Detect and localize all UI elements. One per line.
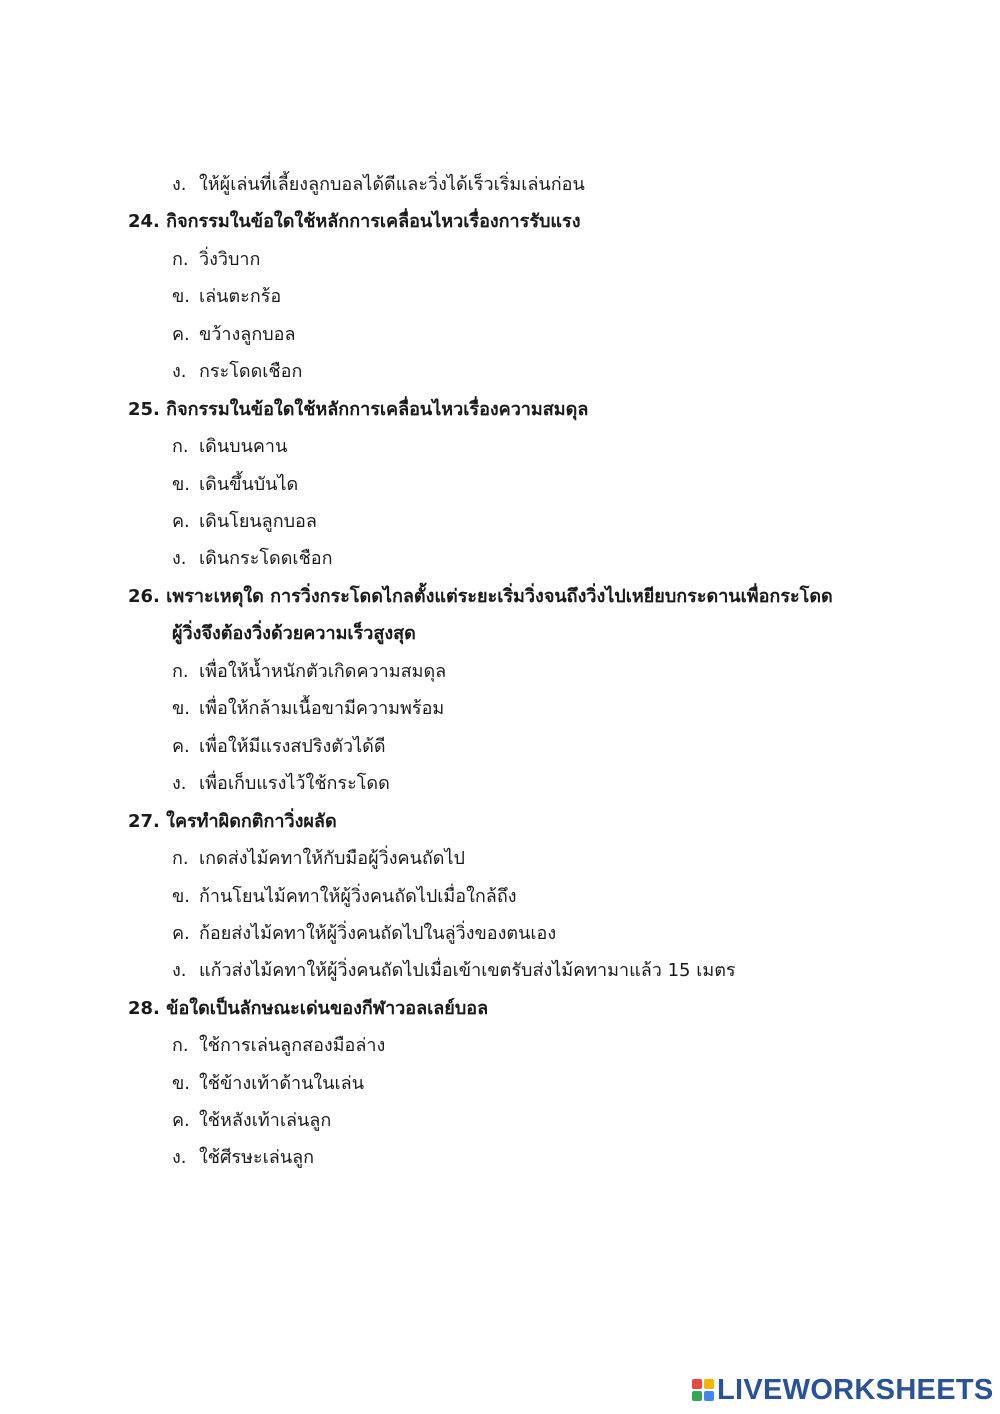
option-26-d (172, 775, 390, 793)
option-25-a (172, 438, 287, 456)
question-text: ใครทำผิดกติกาวิ่งผลัด (166, 811, 337, 832)
logo-square-yellow (704, 1379, 714, 1389)
option-text: เกดส่งไม้คทาให้กับมือผู้วิ่งคนถัดไป (199, 848, 465, 869)
option-28-a (172, 1037, 385, 1055)
option-mark: ข. (172, 286, 191, 307)
option-mark: ข. (172, 1073, 191, 1094)
option-text: วิ่งวิบาก (199, 249, 261, 270)
option-mark: ง. (172, 548, 187, 569)
option-text: ให้ผู้เล่นที่เลี้ยงลูกบอลได้ดีและวิ่งได้เร็วเริ่มเล่นก่อน (199, 174, 585, 195)
option-24-d (172, 363, 302, 381)
option-text: ใช้ศีรษะเล่นลูก (199, 1147, 315, 1168)
question-25 (128, 401, 588, 419)
question-text: เพราะเหตุใด การวิ่งกระโดดไกลตั้งแต่ระยะเริ่มวิ่งจนถึงวิ่งไปเหยียบกระดานเพื่อกระโดด (166, 586, 833, 607)
option-text: เพื่อให้น้ำหนักตัวเกิดความสมดุล (199, 661, 447, 682)
option-text: เล่นตะกร้อ (199, 286, 282, 307)
question-text: ข้อใดเป็นลักษณะเด่นของกีฬาวอลเลย์บอล (166, 998, 489, 1019)
option-27-d (172, 962, 736, 980)
option-mark: ง. (172, 1147, 187, 1168)
option-mark: ค. (172, 511, 190, 532)
question-28 (128, 1000, 488, 1018)
option-text: เดินโยนลูกบอล (199, 511, 317, 532)
option-28-d (172, 1149, 314, 1167)
question-text: กิจกรรมในข้อใดใช้หลักการเคลื่อนไหวเรื่องความสมดุล (166, 399, 589, 420)
option-text: เดินกระโดดเชือก (199, 548, 333, 569)
option-mark: ค. (172, 1110, 190, 1131)
option-text: ใช้การเล่นลูกสองมือล่าง (199, 1035, 386, 1056)
option-24-a (172, 251, 260, 269)
option-text: ใช้ข้างเท้าด้านในเล่น (199, 1073, 365, 1094)
question-26-line2 (172, 625, 416, 643)
option-27-c (172, 925, 556, 943)
option-text: ขว้างลูกบอล (199, 324, 296, 345)
option-23-d (172, 176, 585, 194)
option-text: ใช้หลังเท้าเล่นลูก (199, 1110, 332, 1131)
option-mark: ง. (172, 960, 187, 981)
question-text-continued: ผู้วิ่งจึงต้องวิ่งด้วยความเร็วสูงสุด (172, 623, 416, 644)
logo-square-red (692, 1379, 702, 1389)
option-mark: ง. (172, 174, 187, 195)
liveworksheets-logo (692, 1375, 994, 1405)
option-24-c (172, 326, 296, 344)
option-text: เดินขึ้นบันได (199, 474, 299, 495)
option-mark: ข. (172, 886, 191, 907)
option-25-c (172, 513, 317, 531)
option-25-b (172, 476, 298, 494)
logo-square-blue (704, 1391, 714, 1401)
option-mark: ค. (172, 736, 190, 757)
question-number: 26. (128, 586, 160, 607)
option-27-a (172, 850, 465, 868)
question-number: 24. (128, 211, 160, 232)
question-24 (128, 213, 581, 231)
option-text: ก้านโยนไม้คทาให้ผู้วิ่งคนถัดไปเมื่อใกล้ถึง (199, 886, 517, 907)
option-mark: ก. (172, 249, 189, 270)
option-27-b (172, 888, 517, 906)
option-mark: ก. (172, 661, 189, 682)
option-mark: ง. (172, 773, 187, 794)
option-24-b (172, 288, 281, 306)
option-mark: ก. (172, 1035, 189, 1056)
question-number: 28. (128, 998, 160, 1019)
question-number: 27. (128, 811, 160, 832)
option-26-b (172, 700, 444, 718)
option-text: เพื่อเก็บแรงไว้ใช้กระโดด (199, 773, 390, 794)
option-text: กระโดดเชือก (199, 361, 303, 382)
option-mark: ค. (172, 923, 190, 944)
liveworksheets-logo-icon (692, 1379, 714, 1401)
option-mark: ก. (172, 848, 189, 869)
option-25-d (172, 550, 333, 568)
question-27 (128, 813, 337, 831)
option-26-a (172, 663, 446, 681)
question-26 (128, 588, 833, 606)
question-number: 25. (128, 399, 160, 420)
option-text: เพื่อให้มีแรงสปริงตัวได้ดี (199, 736, 386, 757)
option-28-b (172, 1075, 364, 1093)
option-mark: ข. (172, 698, 191, 719)
question-text: กิจกรรมในข้อใดใช้หลักการเคลื่อนไหวเรื่องการรับแรง (166, 211, 581, 232)
option-mark: ก. (172, 436, 189, 457)
option-text: เดินบนคาน (199, 436, 288, 457)
option-text: ก้อยส่งไม้คทาให้ผู้วิ่งคนถัดไปในลู่วิ่งของตนเอง (199, 923, 557, 944)
option-mark: ง. (172, 361, 187, 382)
option-mark: ข. (172, 474, 191, 495)
option-26-c (172, 738, 386, 756)
option-text: เพื่อให้กล้ามเนื้อขามีความพร้อม (199, 698, 445, 719)
option-28-c (172, 1112, 331, 1130)
logo-square-green (692, 1391, 702, 1401)
option-mark: ค. (172, 324, 190, 345)
option-text: แก้วส่งไม้คทาให้ผู้วิ่งคนถัดไปเมื่อเข้าเขตรับส่งไม้คทามาแล้ว 15 เมตร (199, 960, 736, 981)
brand-name: LIVEWORKSHEETS (717, 1373, 994, 1406)
